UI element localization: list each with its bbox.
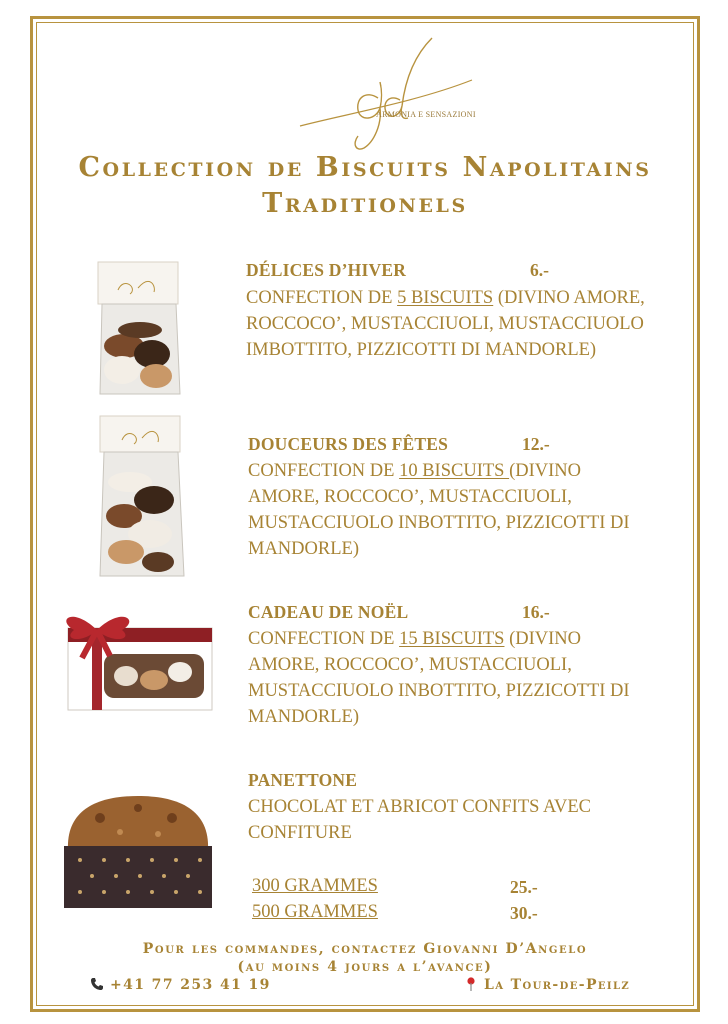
product-price-cadeau: 16.-	[522, 602, 550, 622]
page-title-line1: Collection de Biscuits Napolitains	[78, 152, 652, 183]
footer-order-line: Pour les commandes, contactez Giovanni D’Angelo	[142, 941, 588, 957]
product-desc-panettone: CHOCOLAT ET ABRICOT CONFITS AVEC CONFITURE	[248, 797, 591, 843]
variant-price-300g: 25.-	[510, 877, 538, 897]
product-name-delices: DÉLICES D’HIVER	[246, 260, 407, 280]
location-contact	[466, 977, 630, 993]
variant-label-500g: 500 GRAMMES	[252, 902, 378, 922]
product-desc-delices: CONFECTION DE 5 BISCUITS (DIVINO AMORE, ROCCOCO’, MUSTACCIUOLI, MUSTACCIUOLO IMBOTTITO, PIZZICOTTI DI MANDORLE)	[246, 288, 645, 360]
product-price-douceurs: 12.-	[522, 434, 550, 454]
phone-number: +41 77 253 41 19	[110, 977, 271, 993]
product-image-douceurs	[96, 412, 188, 580]
product-image-panettone	[60, 788, 216, 912]
location-name: La Tour-de-Peilz	[484, 977, 631, 993]
product-name-cadeau: CADEAU DE NOËL	[248, 602, 409, 622]
phone-icon	[90, 977, 104, 991]
phone-contact	[90, 977, 271, 993]
product-name-panettone: PANETTONE	[248, 770, 358, 790]
product-price-delices: 6.-	[530, 260, 549, 280]
variant-price-500g: 30.-	[510, 903, 538, 923]
product-image-delices	[94, 258, 184, 398]
product-image-cadeau	[52, 606, 216, 714]
product-desc-douceurs: CONFECTION DE 10 BISCUITS (DIVINO AMORE, ROCCOCO’, MUSTACCIUOLI, MUSTACCIUOLO INBOTTITO, PIZZICOTTI DI MANDORLE)	[248, 461, 630, 559]
footer-advance-notice: (au moins 4 jours a l’avance)	[237, 959, 493, 975]
product-desc-cadeau: CONFECTION DE 15 BISCUITS (DIVINO AMORE, ROCCOCO’, MUSTACCIUOLI, MUSTACCIUOLO INBOTTITO, PIZZICOTTI DI MANDORLE)	[248, 629, 630, 727]
page-title-line2: Traditionels	[262, 188, 468, 219]
brand-tagline: ARMONIA E SENSAZIONI	[376, 110, 476, 119]
product-name-douceurs: DOUCEURS DES FÊTES	[248, 434, 449, 454]
location-pin-icon	[466, 977, 476, 991]
brand-logo	[296, 30, 476, 154]
variant-label-300g: 300 GRAMMES	[252, 876, 378, 896]
